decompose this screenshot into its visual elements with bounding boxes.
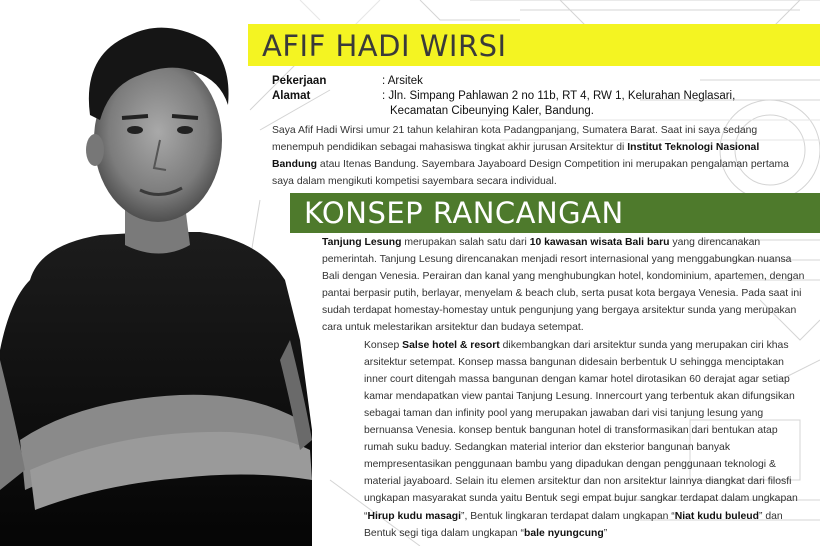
p1-text-2: yang direncanakan pemerintah. Tanjung Lesung direncanakan menjadi resort internasional yang menggabungkan nuansa Bali dengan Venesia. Perairan dan kanal yang menghubungkan hotel, kondominium, apartemen, dengan pantai berpasir putih, berlayar, menyelam & beach club, serta pusat kota bergaya Venesia. Pada saat ini sudah terdapat homestay-homestay untuk pengunjung yang bergaya arsitektur sunda yang merupakan cara untuk melestarikan arsitektur dan budaya setempat. [322,237,805,334]
p2-bold-1: Salse hotel & resort [402,339,500,351]
person-name: AFIF HADI WIRSI [262,29,507,63]
personal-info [272,74,792,119]
job-label: Pekerjaan [272,75,327,87]
address-label: Alamat [272,90,311,102]
p2-bold-3: Niat kudu buleud [674,510,759,522]
p2-text-5: ” [603,527,608,539]
bio-text-1: Saya Afif Hadi Wirsi umur 21 tahun kelahiran kota Padangpanjang, Sumatera Barat. Saat ini saya sedang menempuh pendidikan sebagai mahasiswa tingkat akhir jurusan Arsitektur di [272,125,758,153]
bio-paragraph [272,122,800,190]
p2-bold-2: Hirup kudu masagi [367,510,461,522]
p1-bold-1: Tanjung Lesung [322,237,402,248]
concept-paragraph-1 [322,234,806,337]
p2-text-3: ”, Bentuk lingkaran terdapat dalam ungkapan “ [461,510,675,522]
job-value: : Arsitek [382,75,423,87]
job-row [272,74,792,89]
section-title: KONSEP RANCANGAN [304,196,624,230]
p1-bold-2: 10 kawasan wisata Bali baru [529,237,670,248]
address-line-1: : Jln. Simpang Pahlawan 2 no 11b, RT 4, RW 1, Kelurahan Neglasari, [382,90,736,102]
p2-text-1: Konsep [364,339,403,351]
bio-institution: Institut Teknologi Nasional Bandung [272,142,760,170]
p1-text-1: merupakan salah satu dari [401,237,530,248]
p2-text-2: dikembangkan dari arsitektur sunda yang merupakan ciri khas arsitektur setempat. Konsep massa bangunan didesain berbentuk U sehingga menciptakan inner court ditengah massa bangunan dengan kamar hotel dirotasikan 60 derajat agar setiap kamar mendapatkan view pantai Tanjung Lesung. Innercourt yang terbentuk akan difungsikan sebagai taman dan infinity pool yang merupakan jawaban dari visi tanjung lesung yang bernuansa Venesia. konsep bentuk bangunan hotel di transformasikan dari bentukan atap rumah suku baduy. Sedangkan material interior dan eksterior bangunan banyak mempresentasikan penggunaan bambu yang dipadukan dengan penggunaan teknologi & material jayaboard. Selain itu elemen arsitektur dan non arsitektur lainnya diangkat dari filosfi ungkapan masyarakat sunda yaitu Bentuk segi empat bujur sangkar terdapat dalam ungkapan “ [364,339,798,522]
concept-body [322,234,806,542]
address-row [272,89,792,119]
p2-text-4: ” dan Bentuk segi tiga dalam ungkapan “ [364,510,783,539]
p2-bold-4: bale nyungcung [524,527,604,539]
concept-paragraph-2 [322,337,806,542]
address-value [382,89,792,119]
address-line-2: Kecamatan Cibeunying Kaler, Bandung. [390,105,594,117]
bio-text-2: atau Itenas Bandung. Sayembara Jayaboard Design Competition ini merupakan pengalaman pertama saya dalam mengikuti kompetisi sayembara secara individual. [272,159,789,187]
